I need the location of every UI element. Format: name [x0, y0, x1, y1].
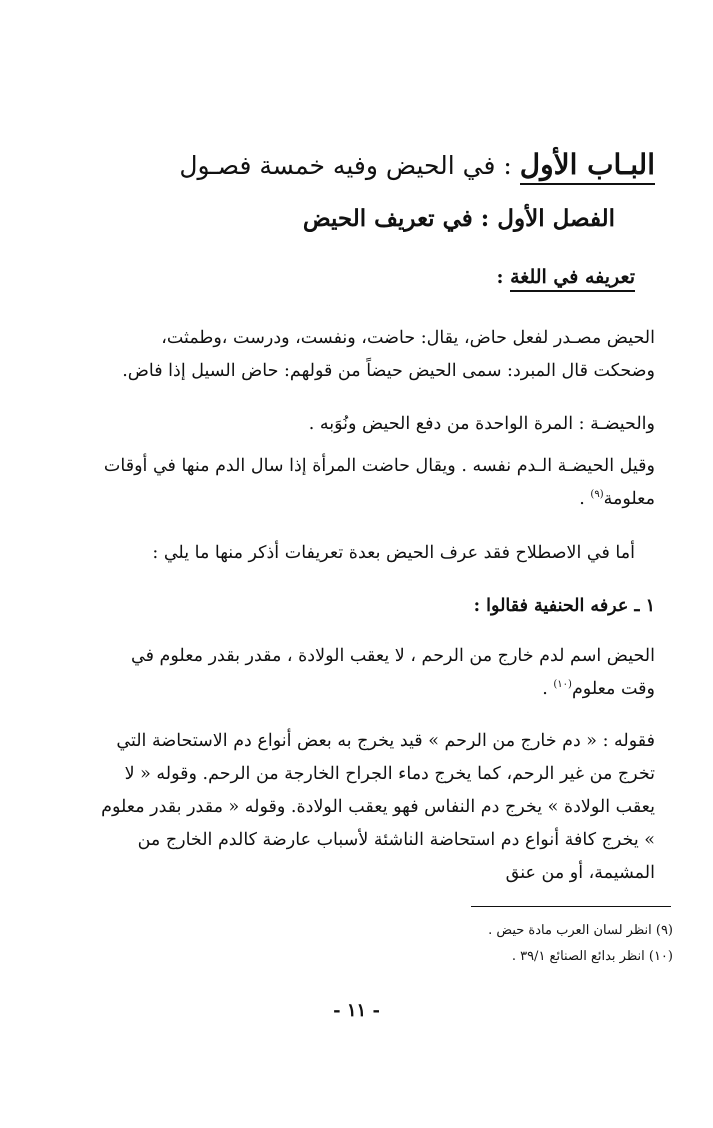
- paragraph-text: الحيض اسم لدم خارج من الرحم ، لا يعقب الولادة ، مقدر بقدر معلوم في وقت معلوم: [131, 646, 655, 699]
- footnote-ref-10: (١٠): [553, 679, 572, 691]
- footnote-9: (٩) انظر لسان العرب مادة حيض .: [488, 923, 673, 938]
- footnote-ref-9: (٩): [590, 489, 604, 501]
- paragraph-end: .: [579, 489, 591, 509]
- paragraph-text: وقيل الحيضـة الـدم نفسه . ويقال حاضت المرأة إذا سال الدم منها في أوقات معلومة: [103, 456, 655, 509]
- paragraph-blood-definition: [96, 450, 655, 516]
- section-title: الفصل الأول : في تعريف الحيض: [302, 205, 615, 232]
- sub-heading-label: تعريفه في اللغة: [510, 266, 635, 292]
- footnote-separator: [471, 906, 671, 907]
- paragraph-explanation: فقوله : « دم خارج من الرحم » قيد يخرج به بعض أنواع دم الاستحاضة التي تخرج من غير الرحم، كما يخرج دماء الجراح الخارجة من الرحم. وقوله « لا يعقب الولادة » يخرج دم النفاس فهو يعقب الولادة. وقوله « مقدر بقدر معلوم » يخرج كافة أنواع دم استحاضة الناشئة لأسباب عارضة كالدم الخارج من المشيمة، أو من عنق: [101, 731, 655, 883]
- footnotes: [300, 918, 673, 970]
- chapter-label: البـاب الأول: [520, 148, 655, 185]
- chapter-title: : في الحيض وفيه خمسة فصـول: [179, 151, 520, 180]
- chapter-heading: [96, 148, 655, 181]
- paragraph-linguistic-definition: الحيض مصـدر لفعل حاض، يقال: حاضت، ونفست، ودرست ،وطمثت، وضحكت قال المبرد: سمى الحيض حيضاً من قولهم: حاض السيل إذا فاض.: [122, 328, 655, 381]
- sub-heading-colon: :: [496, 266, 511, 288]
- paragraph-hayda-definition: والحيضـة : المرة الواحدة من دفع الحيض ونُوَبه .: [308, 414, 655, 434]
- paragraph-technical-intro: أما في الاصطلاح فقد عرف الحيض بعدة تعريفات أذكر منها ما يلي :: [152, 543, 635, 563]
- page-number: - ١١ -: [333, 1000, 380, 1021]
- hanafi-heading: ١ ـ عرفه الحنفية فقالوا :: [473, 596, 655, 616]
- paragraph-end: .: [542, 679, 554, 699]
- paragraph-hanafi-definition: [96, 640, 655, 706]
- footnote-10: (١٠) انظر بدائع الصنائع ٣٩/١ .: [511, 949, 673, 964]
- sub-heading: [96, 266, 635, 288]
